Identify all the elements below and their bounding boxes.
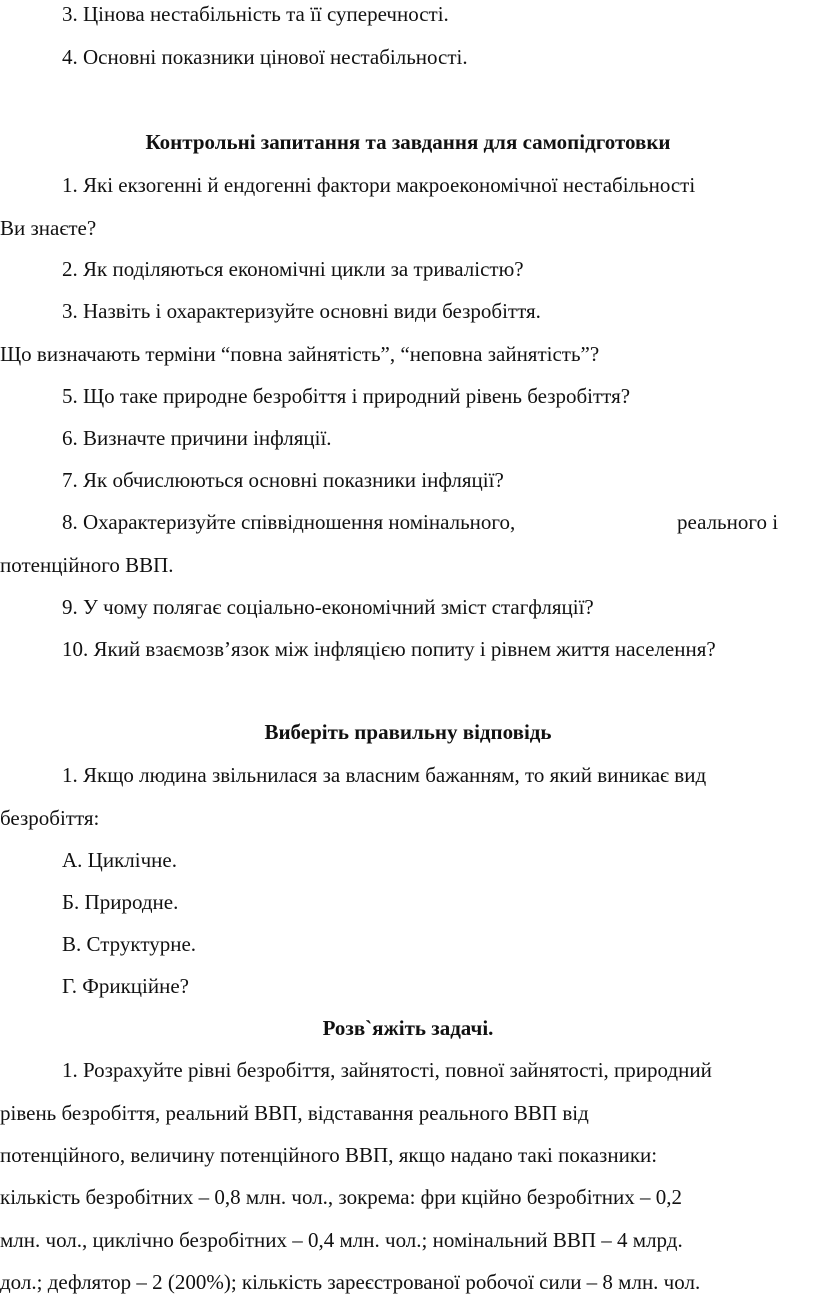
question-text: 10. Який взаємозв’язок між інфляцією попиту і рівнем життя населення? — [62, 637, 716, 661]
question-text: Ви знаєте? — [0, 216, 97, 240]
question-text: Що визначають терміни “повна зайнятість”, “неповна зайнятість”? — [0, 342, 600, 366]
task-text: кількість безробітних – 0,8 млн. чол., зокрема: фри кційно безробітних – 0,2 — [0, 1185, 682, 1209]
answer-option: Г. Фрикційне? — [62, 974, 189, 998]
question-text: безробіття: — [0, 806, 100, 830]
list-item: 4. Основні показники цінової нестабільності. — [62, 45, 468, 69]
question-text: 3. Назвіть і охарактеризуйте основні види безробіття. — [62, 299, 541, 323]
task-text: млн. чол., циклічно безробітних – 0,4 млн. чол.; номінальний ВВП – 4 млрд. — [0, 1228, 683, 1252]
question-text: 5. Що таке природне безробіття і природний рівень безробіття? — [62, 384, 631, 408]
question-text: 2. Як поділяються економічні цикли за тривалістю? — [62, 257, 524, 281]
section-heading: Розв`яжіть задачі. — [322, 1016, 494, 1040]
question-text: 1. Якщо людина звільнилася за власним бажанням, то який виникає вид — [62, 763, 707, 787]
task-text: 1. Розрахуйте рівні безробіття, зайнятості, повної зайнятості, природний — [62, 1058, 712, 1082]
task-text: дол.; дефлятор – 2 (200%); кількість зареєстрованої робочої сили – 8 млн. чол. — [0, 1270, 701, 1294]
question-text: потенційного ВВП. — [0, 553, 174, 577]
answer-option: В. Структурне. — [62, 932, 197, 956]
list-item: 3. Цінова нестабільність та її суперечності. — [62, 2, 449, 26]
question-text: 7. Як обчислюються основні показники інфляції? — [62, 468, 504, 492]
question-text: 6. Визначте причини інфляції. — [62, 426, 332, 450]
section-heading: Контрольні запитання та завдання для самопідготовки — [145, 130, 671, 154]
answer-option: Б. Природне. — [62, 890, 179, 914]
question-text: 1. Які екзогенні й ендогенні фактори макроекономічної нестабільності — [62, 173, 696, 197]
task-text: потенційного, величину потенційного ВВП, якщо надано такі показники: — [0, 1143, 658, 1167]
section-heading: Виберіть правильну відповідь — [264, 720, 552, 744]
task-text: рівень безробіття, реальний ВВП, відставання реального ВВП від — [0, 1101, 589, 1125]
question-text: 8. Охарактеризуйте співвідношення номінального, — [62, 510, 516, 534]
question-text: реального і — [677, 510, 779, 534]
answer-option: А. Циклічне. — [62, 848, 177, 872]
question-text: 9. У чому полягає соціально-економічний зміст стагфляції? — [62, 595, 594, 619]
